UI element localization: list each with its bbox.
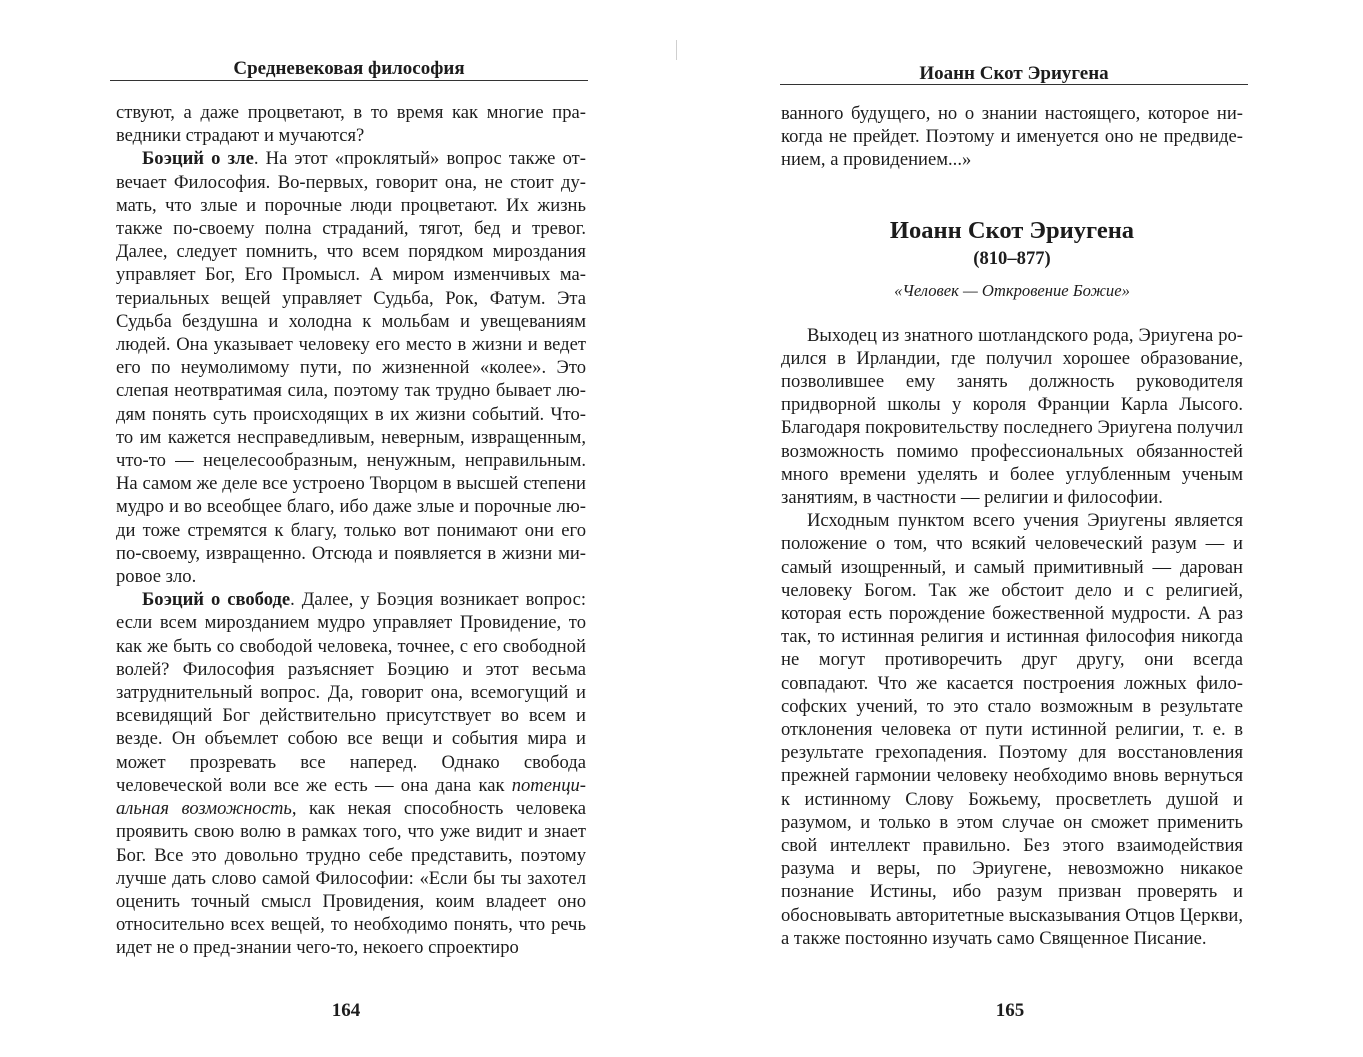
- section-lead-freedom: Боэций о свободе: [142, 589, 291, 611]
- left-body-text: [116, 101, 586, 960]
- right-running-head: Иоанн Скот Эриугена: [919, 63, 1109, 84]
- left-header-rule: [110, 80, 588, 81]
- left-paragraph-evil-text: . На этот «проклятый» вопрос также отвечает Философия. Во-первых, говорит она, не стоит думать, что злые и порочные люди процветают. Их жизнь также по-своему полна страданий, тягот, бед и тревог. Далее, следует помнить, что всем порядком мироздания управляет Бог, Его Промысл. А миром изменчивых материальных вещей управляет Судьба, Рок, Фатум. Эта Судьба бездушна и холодна к мольбам и увещеваниям людей. Она указывает человеку его место в жизни и ведет его по неумолимому пути, по жизненной «колее». Это слепая неотвратимая сила, поэтому так трудно бывает людям понять суть происходящих в их жизни событий. Что-то им кажется несправедливым, неверным, извращенным, что-то — нецелесообразным, ненужным, неправильным. На самом же деле все устроено Творцом в высшей степени мудро и во всеобщее благо, ибо даже злые и порочные люди тоже стремятся к благу, только вот понимают они его по-своему, извращенно. Отсюда и появляется в жизни мировое зло.: [116, 148, 586, 588]
- right-header-rule: [780, 84, 1248, 85]
- chapter-epigraph: «Человек — Откровение Божие»: [894, 280, 1130, 300]
- left-paragraph-continuation: ствуют, а даже процветают, в то время как многие праведники страдают и мучаются?: [116, 102, 586, 147]
- left-paragraph-evil: [116, 147, 586, 588]
- left-page: [0, 0, 680, 1057]
- left-page-number: 164: [331, 1000, 361, 1021]
- right-paragraph-biography: Выходец из знатного шотландского рода, Эриугена родился в Ирландии, где получил хорошее образование, позволившее ему занять должность руководителя придворной школы у короля Франции Карла Лысого. Благодаря покровительству последнего Эриугена получил возможность помимо профессиональных обязанностей много времени уделять и более углубленным ученым занятиям, в частности — религии и философии.: [781, 324, 1243, 509]
- right-paragraph-doctrine: Исходным пунктом всего учения Эриугены является положение о том, что всякий человеческий разум — и самый изощренный, и самый примитивный — дарован человеку Богом. Так же обстоит дело и с религией, которая есть порождение божественной мудрости. А раз так, то истинная религия и истинная философия никогда не могут противоречить друг другу, они всегда совпадают. Что же касается построения ложных философских учений, то это стало возможным в результате отклонения человека от пути истинной религии, т. е. в результате грехопадения. Поэтому для восстановления прежней гармонии человеку необходимо вновь вернуться к истинному Слову Божьему, просветлеть душой и разумом, и только в этом случае он сможет применить свой интеллект правильно. Без этого взаимодействия разума и веры, по Эриугене, невозможно никакое познание Истины, ибо разум призван проверять и обосновывать авторитетные высказывания Отцов Церкви, а также постоянно изучать само Священное Писание.: [781, 510, 1243, 949]
- chapter-dates: (810–877): [973, 247, 1051, 269]
- right-paragraph-continuation: ванного будущего, но о знании настоящего, которое никогда не прейдет. Поэтому и именуется оно не предвидением, а провидением...»: [781, 103, 1243, 171]
- left-paragraph-freedom-italic: потенциальная возможность: [116, 774, 586, 820]
- chapter-title: Иоанн Скот Эриугена: [889, 216, 1135, 244]
- right-page: [680, 0, 1363, 1057]
- chapter-heading: [781, 216, 1243, 304]
- right-body-text: [781, 102, 1243, 950]
- left-paragraph-freedom-text-a: . Далее, у Боэция возникает вопрос: если всем мирозданием мудро управляет Провидение, то как же быть со свободой человека, точнее, с его свободной волей? Философия разъясняет Боэцию и этот весьма затруднительный вопрос. Да, говорит она, всемогущий и всевидящий Бог действительно присутствует во всем и везде. Он объемлет собою все вещи и события мира и может прозревать все наперед. Однако свобода человеческой воли все же есть — она дана как: [116, 589, 586, 796]
- left-paragraph-freedom-text-b: , как некая способность человека проявить свою волю в рамках того, что уже видит и знает Бог. Все это довольно трудно себе представить, поэтому лучше дать слово самой Философии: «Если бы ты захотел оценить точный смысл Провидения, коим владеет оно относительно всех вещей, то необходимо понять, что речь идет не о пред-знании чего-то, некоего спроектиро: [116, 798, 586, 959]
- left-running-head: Средневековая философия: [233, 58, 465, 79]
- left-paragraph-freedom: [116, 588, 586, 959]
- section-lead-evil: Боэций о зле: [142, 148, 254, 170]
- right-page-number: 165: [995, 1000, 1025, 1021]
